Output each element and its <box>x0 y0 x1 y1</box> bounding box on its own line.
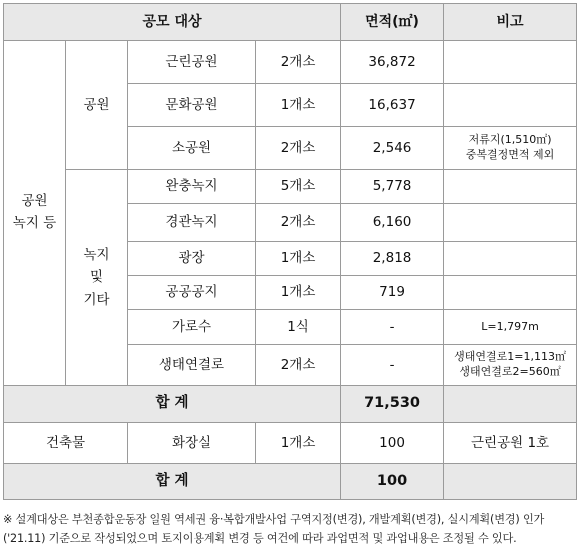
subtotal-area: 71,530 <box>341 386 444 423</box>
building-name: 화장실 <box>128 423 256 464</box>
row-remark <box>444 204 577 242</box>
building-remark: 근린공원 1호 <box>444 423 577 464</box>
building-area: 100 <box>341 423 444 464</box>
row-area: 36,872 <box>341 41 444 84</box>
row-remark <box>444 242 577 276</box>
subtotal-label: 합 계 <box>4 386 341 423</box>
subtotal-remark <box>444 386 577 423</box>
subgroup-park: 공원 <box>66 41 128 170</box>
row-name: 경관녹지 <box>128 204 256 242</box>
header-remark: 비고 <box>444 4 577 41</box>
row-name: 소공원 <box>128 127 256 170</box>
row-count: 2개소 <box>256 127 341 170</box>
total-area: 100 <box>341 464 444 500</box>
table-row <box>4 170 577 204</box>
row-area: 16,637 <box>341 84 444 127</box>
row-count: 2개소 <box>256 41 341 84</box>
row-area: 2,818 <box>341 242 444 276</box>
total-label: 합 계 <box>4 464 341 500</box>
row-count: 1개소 <box>256 276 341 310</box>
total-row <box>4 464 577 500</box>
building-count: 1개소 <box>256 423 341 464</box>
header-row <box>4 4 577 41</box>
row-name: 근린공원 <box>128 41 256 84</box>
group-label-parks-green: 공원 녹지 등 <box>4 41 66 386</box>
building-group: 건축물 <box>4 423 128 464</box>
footnote: ※ 설계대상은 부천종합운동장 일원 역세권 융·복합개발사업 구역지정(변경), 개발계획(변경), 실시계획(변경) 인가('21.11) 기준으로 작성되었으며 토지이용계획 변경 등 여건에 따라 과업면적 및 과업내용은 조정될 수 있다. <box>3 513 545 545</box>
row-count: 1개소 <box>256 242 341 276</box>
row-name: 공공공지 <box>128 276 256 310</box>
facility-area-table <box>3 3 577 500</box>
table-row <box>4 41 577 84</box>
row-name: 문화공원 <box>128 84 256 127</box>
row-remark <box>444 276 577 310</box>
row-count: 2개소 <box>256 204 341 242</box>
row-area: 2,546 <box>341 127 444 170</box>
subgroup-green: 녹지 및 기타 <box>66 170 128 386</box>
row-count: 1개소 <box>256 84 341 127</box>
row-name: 광장 <box>128 242 256 276</box>
total-remark <box>444 464 577 500</box>
building-row <box>4 423 577 464</box>
row-area: 719 <box>341 276 444 310</box>
row-remark: 생태연결로1=1,113㎡ 생태연결로2=560㎡ <box>444 345 577 386</box>
row-remark: L=1,797m <box>444 310 577 345</box>
row-area: 6,160 <box>341 204 444 242</box>
row-count: 5개소 <box>256 170 341 204</box>
row-count: 1식 <box>256 310 341 345</box>
row-remark <box>444 170 577 204</box>
row-name: 생태연결로 <box>128 345 256 386</box>
row-remark <box>444 84 577 127</box>
header-area: 면적(㎡) <box>341 4 444 41</box>
row-remark: 저류지(1,510㎡) 중복결정면적 제외 <box>444 127 577 170</box>
row-area: - <box>341 345 444 386</box>
subtotal-row <box>4 386 577 423</box>
header-target: 공모 대상 <box>4 4 341 41</box>
row-count: 2개소 <box>256 345 341 386</box>
row-area: - <box>341 310 444 345</box>
row-name: 가로수 <box>128 310 256 345</box>
row-remark <box>444 41 577 84</box>
row-name: 완충녹지 <box>128 170 256 204</box>
row-area: 5,778 <box>341 170 444 204</box>
